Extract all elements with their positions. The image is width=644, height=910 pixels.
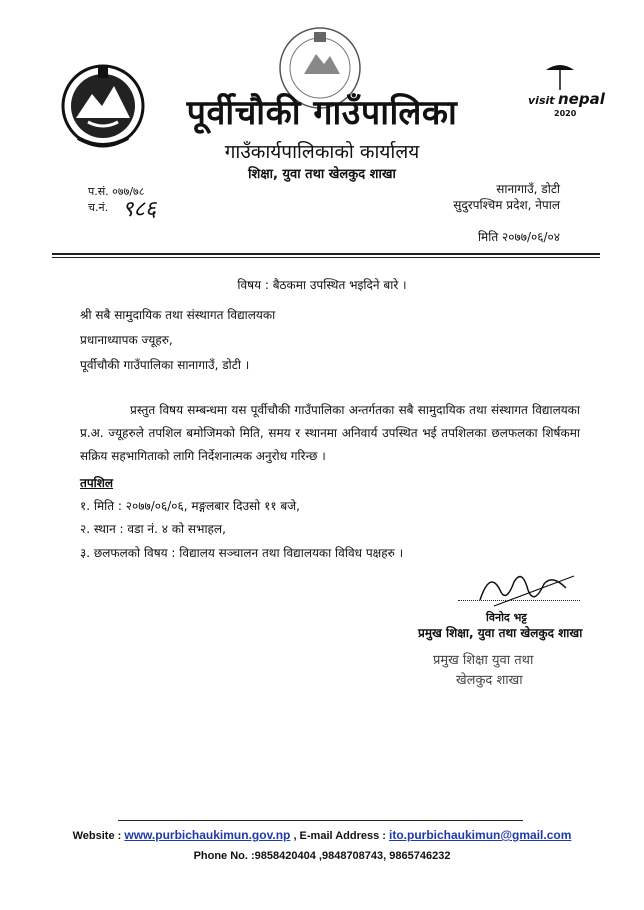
recipient-line: प्रधानाध्यापक ज्यूहरु, [80, 333, 173, 347]
header-divider [52, 253, 600, 255]
tapashil-item: १. मिति : २०७७/०६/०६, मङ्गलबार दिउसो ११ बजे, [80, 499, 300, 513]
header-divider-thin [52, 257, 600, 258]
footer-contact [0, 828, 644, 842]
address-block [453, 181, 560, 213]
stamp-line: प्रमुख शिक्षा युवा तथा [433, 653, 534, 668]
ref-cn-label: च.नं. [88, 201, 109, 214]
signature-line [458, 600, 580, 601]
ref-ps: प.सं. ०७७/७८ [88, 185, 145, 198]
recipient-line: पूर्वीचौकी गाउँपालिका सानागाउँ, डोटी । [80, 358, 250, 372]
phone-numbers: :9858420404 ,9848708743, 9865746232 [251, 850, 451, 862]
ref-cn-handwritten: ९८६ [122, 197, 157, 222]
svg-text:visit: visit [528, 94, 555, 107]
address-line-2: सुदुरपश्चिम प्रदेश, नेपाल [453, 198, 560, 212]
address-line-1: सानागाउँ, डोटी [496, 182, 560, 196]
tapashil-item: ३. छलफलको विषय : विद्यालय सञ्चालन तथा विद्यालयका विविध पक्षहरु । [80, 546, 404, 560]
body-paragraph: प्रस्तुत विषय सम्बन्धमा यस पूर्वीचौकी गाउँपालिका अन्तर्गतका सबै सामुदायिक तथा संस्थागत विद्यालयका प्र.अ. ज्यूहरुले तपशिल बमोजिमको मिति, समय र स्थानमा अनिवार्य उपस्थित भई तपशिलका छलफलका शिर्षकमा सक्रिय सहभागिताको लागि निर्देशनात्मक अनुरोध गरिन्छ । [80, 403, 580, 463]
svg-text:nepal: nepal [558, 90, 605, 108]
signatory-name: विनोद भट्ट [486, 611, 527, 624]
email-link[interactable]: ito.purbichaukimun@gmail.com [389, 828, 572, 842]
website-link[interactable]: www.purbichaukimun.gov.np [124, 828, 291, 842]
letter-date: मिति २०७७/०६/०४ [477, 230, 560, 244]
signatory-title: प्रमुख शिक्षा, युवा तथा खेलकुद शाखा [418, 626, 583, 640]
email-label: , E-mail Address : [293, 830, 386, 842]
svg-text:2020: 2020 [554, 109, 577, 118]
tapashil-item: २. स्थान : वडा नं. ४ को सभाहल, [80, 522, 226, 536]
stamp-line: खेलकुद शाखा [456, 673, 523, 688]
website-label: Website : [72, 830, 122, 842]
footer-divider [118, 820, 523, 821]
office-title: पूर्वीचौकी गाउँपालिका [186, 93, 458, 133]
phone-label: Phone No. [193, 850, 248, 862]
tapashil-heading: तपशिल [80, 476, 114, 490]
office-subtitle: गाउँकार्यपालिकाको कार्यालय [224, 141, 420, 163]
recipient-line: श्री सबै सामुदायिक तथा संस्थागत विद्यालयका [80, 308, 276, 322]
footer-phone [0, 850, 644, 862]
office-branch: शिक्षा, युवा तथा खेलकुद शाखा [248, 167, 396, 182]
subject-line: विषय : बैठकमा उपस्थित भइदिने बारे । [237, 278, 407, 292]
